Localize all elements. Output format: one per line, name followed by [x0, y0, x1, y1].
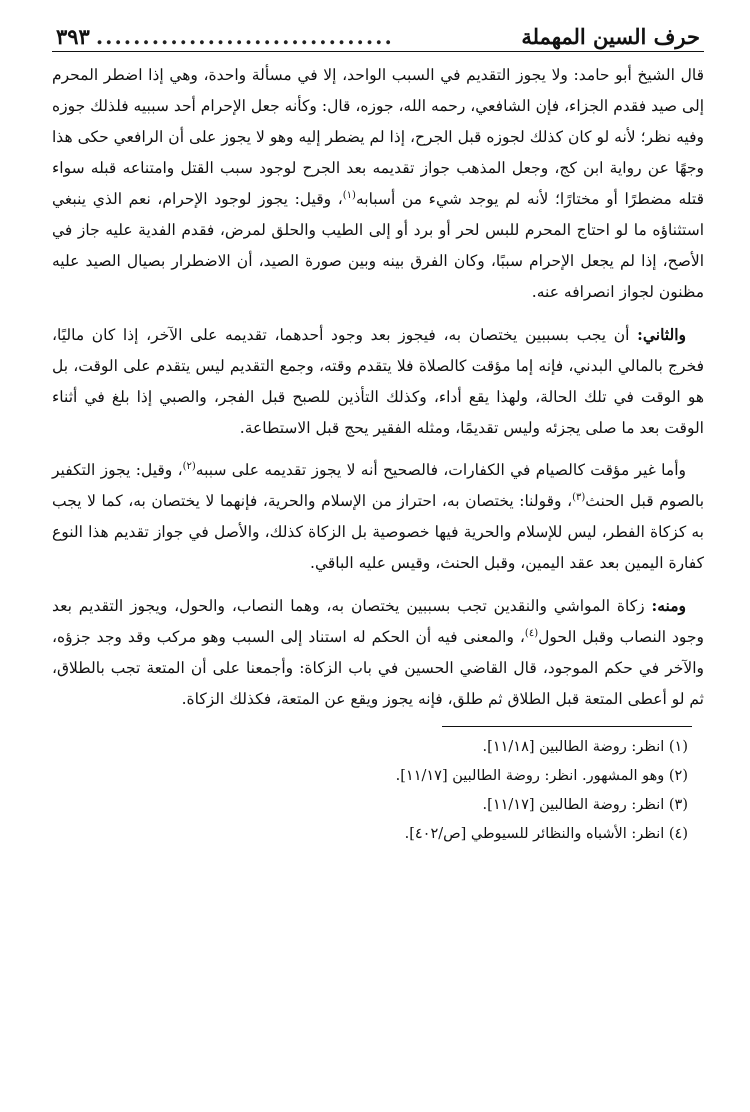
text-run: ، وقيل: يجوز لوجود الإحرام، نعم الذي ينبغي استثناؤه ما لو احتاج المحرم للبس لحر أو برد أو إلى الطيب والحلق لمرض، فقدم الفدية عليه جاز في الأصح، إذا لم يجعل الإحرام سببًا، وكان الفرق بينه وبين صورة الصيد، أن الاضطرار بصيال الصيد عليه مظنون لجواز انصرافه عنه. [52, 190, 704, 301]
header-leader-dots: ................................ [95, 24, 394, 49]
footnote-ref: (٢) [182, 460, 196, 472]
text-run: ، وقولنا: يختصان به، احتراز من الإسلام والحرية، فإنهما لا يختصان به، كما لا يجب به كزكاة الفطر، ليس للإسلام والحرية فيها خصوصية بل الزكاة كذلك، والأصل في جواز تقديم هذا النوع كفارة اليمين بعد عقد اليمين، وقبل الحنث، وقيس عليه الباقي. [52, 492, 704, 572]
footnote-4: (٤) انظر: الأشباه والنظائر للسيوطي [ص/٤٠٢]. [404, 826, 688, 842]
footnote-2: (٢) وهو المشهور. انظر: روضة الطالبين [١١/١٧]. [395, 768, 688, 784]
paragraph-2 [52, 319, 704, 444]
chapter-title: حرف السين المهملة [521, 24, 700, 49]
footnote-ref: (٤) [524, 627, 539, 639]
text-run: ، وقيل: يجوز التكفير بالصوم قبل الحنث [52, 461, 705, 510]
paragraph-4 [52, 590, 704, 715]
text-run: أن يجب بسببين يختصان به، فيجوز بعد وجود أحدهما، تقديمه على الآخر، إذا كان ماليًا، فخرج بالمالي البدني، فإنه إما مؤقت كالصلاة فلا يتقدم وقته، وجمع التقديم ليس يتقدم على الوقت، بل هو الوقت في تلك الحالة، ولهذا يقع أداء، وكذلك التأذين للصبح قبل الفجر، والصبي إذا بلغ في أثناء الوقت بعد ما صلى يجزئه وليس تقديمًا، ومثله الفقير يحج قبل الاستطاعة. [52, 326, 704, 437]
text-run: زكاة المواشي والنقدين تجب بسببين يختصان به، وهما النصاب، والحول، ويجوز التقديم بعد وجود النصاب وقبل الحول [52, 597, 704, 646]
page-header [52, 14, 704, 52]
footnotes [52, 733, 704, 849]
page-number: ٣٩٣ [56, 24, 90, 49]
body-text [52, 60, 704, 715]
footnote-ref: (١) [342, 189, 356, 201]
footnote-separator [442, 726, 692, 727]
paragraph-3 [52, 455, 704, 579]
lead-term: ومنه: [651, 596, 686, 615]
text-run: ، والمعنى فيه أن الحكم له استناد إلى السبب وهو مركب وقد وجد جزؤه، والآخر في حكم الموجود، قال القاضي الحسين في باب الزكاة: وأجمعنا على أن المتعة تجب بالطلاق، ثم لو أعطى المتعة قبل الطلاق ثم طلق، فإنه يجوز ويقع عن المتعة، فكذلك الزكاة. [52, 628, 704, 708]
footnote-1: (١) انظر: روضة الطالبين [١١/١٨]. [482, 739, 688, 755]
footnote-ref: (٣) [572, 491, 586, 503]
document-page [52, 14, 704, 1094]
text-run: وأما غير مؤقت كالصيام في الكفارات، فالصحيح أنه لا يجوز تقديمه على سببه [195, 461, 686, 479]
footnote-3: (٣) انظر: روضة الطالبين [١١/١٧]. [482, 797, 688, 813]
lead-term: والثاني: [637, 325, 686, 344]
paragraph-1 [52, 60, 704, 308]
text-run: قال الشيخ أبو حامد: ولا يجوز التقديم في السبب الواحد، إلا في مسألة واحدة، وهي إذا اضطر المحرم إلى صيد فقدم الجزاء، فإن الشافعي، رحمه الله، جوزه، قال: وكأنه جعل الإحرام أحد سببيه فلذلك جوزه وفيه نظر؛ لأنه لو كان كذلك لجوزه قبل الجرح، إذا لم يضطر إليه وهو لا يجوز على أن الرافعي حكى هذا وجهًا عن رواية ابن كج، وجعل المذهب جواز تقديمه بعد الجرح لوجود سبب القتل وامتناعه قبله سواء قتله مضطرًا أو مختارًا؛ لأنه لم يوجد شيء من أسبابه [52, 66, 705, 208]
